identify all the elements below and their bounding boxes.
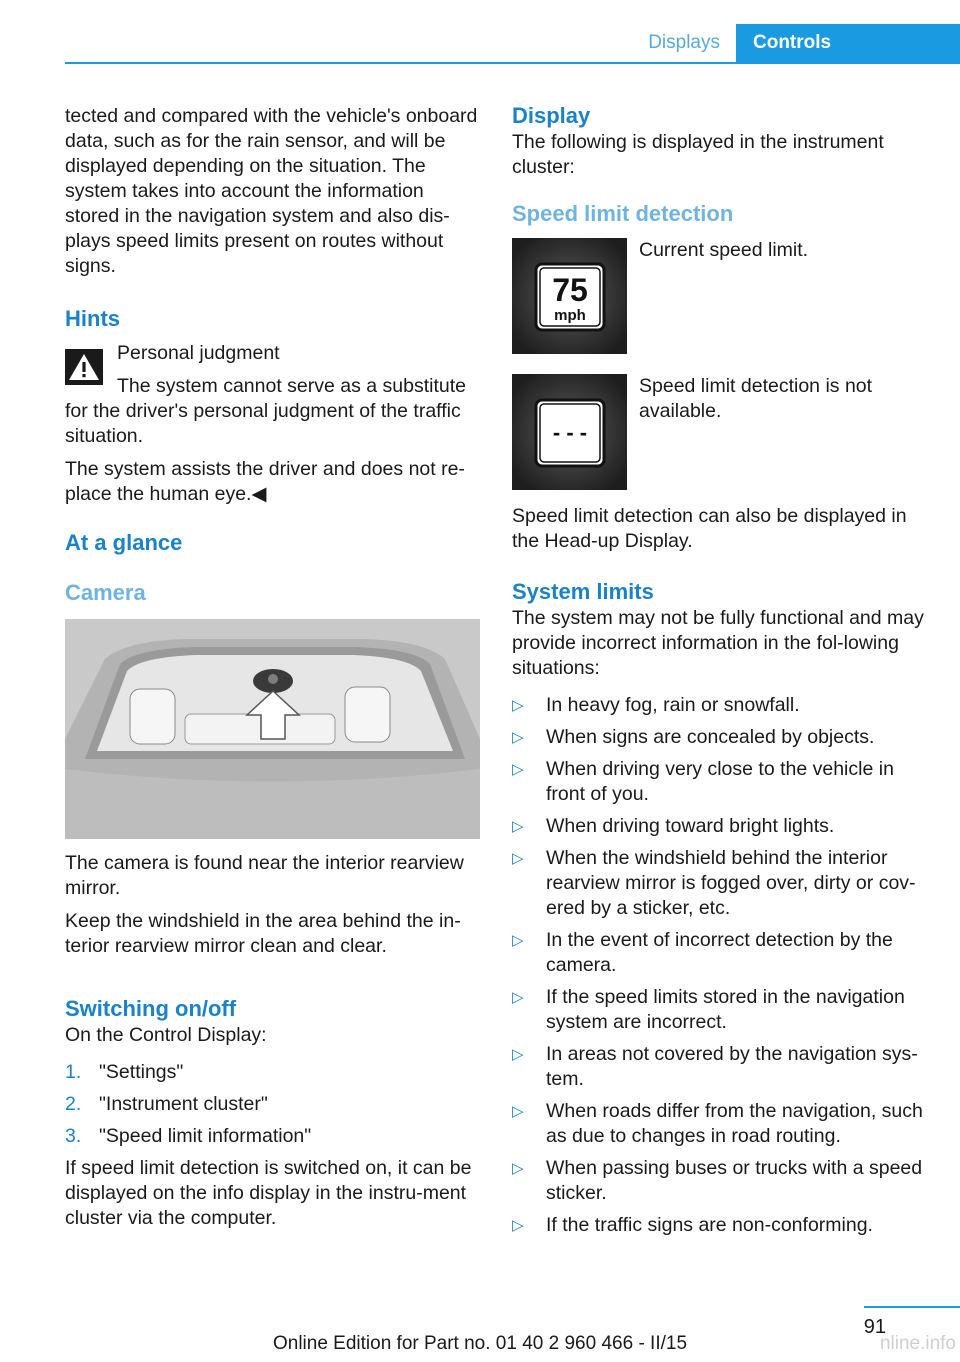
- sign2-description: Speed limit detection is not available.: [639, 375, 873, 422]
- tab-controls[interactable]: Controls: [736, 24, 960, 62]
- list-item: 2. "Instrument cluster": [65, 1093, 268, 1115]
- triangle-bullet-icon: ▷: [512, 1217, 524, 1234]
- triangle-bullet-icon: ▷: [512, 989, 524, 1006]
- warning-triangle-icon: [65, 349, 103, 385]
- triangle-bullet-icon: ▷: [512, 818, 524, 835]
- triangle-bullet-icon: ▷: [512, 697, 524, 714]
- edition-footer: Online Edition for Part no. 01 40 2 960 466 - II/15: [272, 1333, 688, 1354]
- sld-heading: Speed limit detection: [512, 201, 734, 226]
- steps-list: [65, 1060, 480, 1149]
- list-item: ▷ When signs are concealed by objects.: [512, 726, 875, 748]
- hints-heading: Hints: [65, 306, 120, 331]
- list-item: ▷ In the event of incorrect detection by the camera.: [512, 929, 893, 976]
- triangle-bullet-icon: ▷: [512, 1103, 524, 1120]
- triangle-bullet-icon: ▷: [512, 932, 524, 949]
- speed-sign-image: [512, 238, 627, 354]
- limits-intro: The system may not be fully functional and may provide incorrect information in the fol-lowing situations:: [512, 607, 924, 679]
- car-interior-drawing: [65, 619, 480, 839]
- sign-value: 75: [552, 272, 588, 308]
- triangle-bullet-icon: ▷: [512, 850, 524, 867]
- list-item: ▷ In areas not covered by the navigation sys-tem.: [512, 1043, 918, 1090]
- triangle-bullet-icon: ▷: [512, 761, 524, 778]
- switch-outro: If speed limit detection is switched on, it can be displayed on the info display in the instru-ment cluster via the computer.: [65, 1157, 472, 1229]
- warning-title: Personal judgment: [117, 342, 280, 364]
- sign-row-current: [512, 238, 932, 374]
- warning-text: The system cannot serve as a substitute for the driver's personal judgment of the traffic situation.: [65, 375, 467, 447]
- sign-row-unavailable: [512, 374, 932, 510]
- list-item: ▷ When driving toward bright lights.: [512, 815, 835, 837]
- triangle-bullet-icon: ▷: [512, 1046, 524, 1063]
- tab-displays[interactable]: Displays: [648, 32, 720, 53]
- sign-dashes: - - -: [552, 420, 588, 445]
- display-heading: Display: [512, 103, 591, 128]
- glance-heading: At a glance: [65, 530, 183, 555]
- header-bar: [65, 24, 960, 64]
- list-item: ▷ If the traffic signs are non-conforming.: [512, 1214, 873, 1236]
- sign-unit: mph: [554, 307, 586, 324]
- speed-limit-sign-icon: [512, 238, 627, 354]
- speed-limit-unavailable-icon: [512, 374, 627, 490]
- speed-sign-unavailable-image: [512, 374, 627, 490]
- camera-caption-2: Keep the windshield in the area behind the in-terior rearview mirror clean and clear.: [65, 910, 461, 957]
- limits-heading: System limits: [512, 579, 654, 604]
- triangle-bullet-icon: ▷: [512, 1160, 524, 1177]
- display-intro: The following is displayed in the instrument cluster:: [512, 131, 884, 178]
- switch-intro: On the Control Display:: [65, 1024, 267, 1046]
- limits-list: [512, 693, 932, 1238]
- list-item: ▷ In heavy fog, rain or snowfall.: [512, 694, 800, 716]
- intro-paragraph: tected and compared with the vehicle's onboard data, such as for the rain sensor, and will be displayed depending on the situation. The system takes into account the information stored in the navigation system and also dis-plays speed limits present on routes without signs.: [65, 105, 478, 277]
- list-item: ▷ If the speed limits stored in the navigation system are incorrect.: [512, 986, 905, 1033]
- list-item: ▷ When the windshield behind the interior rearview mirror is fogged over, dirty or cov-ered by a sticker, etc.: [512, 847, 916, 919]
- camera-caption-1: The camera is found near the interior rearview mirror.: [65, 852, 464, 899]
- warning-text-2: The system assists the driver and does not re-place the human eye.◀: [65, 458, 465, 505]
- triangle-bullet-icon: ▷: [512, 729, 524, 746]
- left-column: [65, 104, 480, 1239]
- list-item: ▷ When roads differ from the navigation, such as due to changes in road routing.: [512, 1100, 923, 1147]
- watermark: nline.info: [879, 1333, 956, 1354]
- page-number: 91: [863, 1316, 886, 1338]
- list-item: 3. "Speed limit information": [65, 1125, 312, 1147]
- list-item: ▷ When passing buses or trucks with a speed sticker.: [512, 1157, 923, 1204]
- right-column: [512, 104, 932, 1245]
- switch-heading: Switching on/off: [65, 996, 237, 1021]
- sign1-description: Current speed limit.: [639, 239, 809, 261]
- warning-block: [65, 341, 480, 507]
- list-item: ▷ When driving very close to the vehicle in front of you.: [512, 758, 894, 805]
- camera-illustration: [65, 619, 480, 839]
- hud-text: Speed limit detection can also be displayed in the Head-up Display.: [512, 505, 907, 552]
- list-item: 1. "Settings": [65, 1061, 184, 1083]
- camera-heading: Camera: [65, 580, 146, 605]
- footer-rule: [864, 1306, 960, 1308]
